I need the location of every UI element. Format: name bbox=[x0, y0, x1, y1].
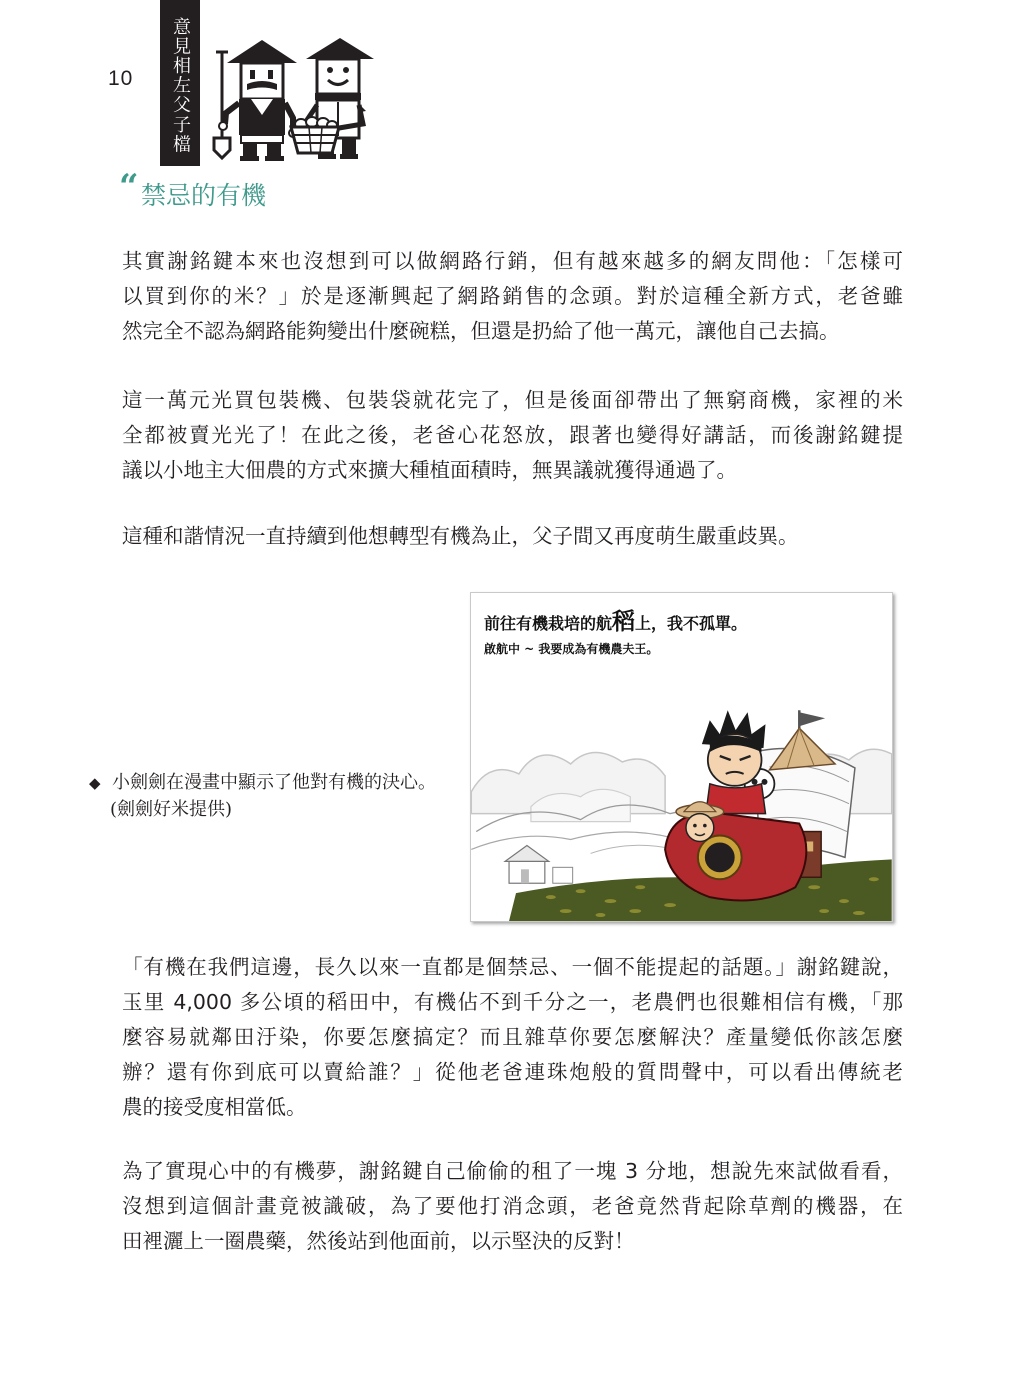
paragraph-5 bbox=[122, 1154, 903, 1259]
figure-caption: 小劍劍在漫畫中顯示了他對有機的決心。 bbox=[112, 772, 436, 793]
text-line: 全都被賣光光了！在此之後，老爸心花怒放，跟著也變得好講話，而後謝銘鍵提 bbox=[122, 423, 903, 447]
text-line: 沒想到這個計畫竟被識破，為了要他打消念頭，老爸竟然背起除草劑的機器，在 bbox=[122, 1194, 903, 1218]
figure-title-start: 前往有機栽培的航 bbox=[484, 614, 613, 633]
text-line: 這一萬元光買包裝機、包裝袋就花完了，但是後面卻帶出了無窮商機，家裡的米 bbox=[122, 388, 903, 412]
paragraph-2 bbox=[122, 383, 903, 488]
son-head bbox=[317, 59, 359, 94]
figure-subtitle: 啟航中 ~ 我要成為有機農夫王。 bbox=[484, 642, 659, 656]
page-number: 10 bbox=[108, 67, 134, 90]
section-heading: 禁忌的有機 bbox=[141, 181, 267, 210]
boy-character bbox=[702, 710, 766, 813]
text-line: 這種和諧情況一直持續到他想轉型有機為止，父子間又再度萌生嚴重歧異。 bbox=[122, 524, 799, 548]
paragraph-3 bbox=[122, 519, 903, 554]
figure-title-emphasis: 稻 bbox=[612, 609, 636, 635]
text-line: 田裡灑上一圈農藥，然後站到他面前，以示堅決的反對！ bbox=[122, 1229, 635, 1253]
ship-flag bbox=[799, 712, 825, 726]
text-line: 然完全不認為網路能夠變出什麼碗糕，但還是扔給了他一萬元，讓他自己去搞。 bbox=[122, 319, 840, 343]
father-figure bbox=[214, 40, 297, 161]
paragraph-1 bbox=[122, 244, 903, 349]
shovel-icon bbox=[214, 52, 230, 158]
mountain-line bbox=[471, 832, 685, 849]
caption-bullet-icon: ◆ bbox=[89, 774, 101, 792]
son-hat bbox=[306, 38, 374, 59]
son-figure bbox=[291, 38, 374, 159]
text-line: 玉里 4,000 多公頃的稻田中，有機佔不到千分之一，老農們也很難相信有機，「那 bbox=[122, 990, 903, 1014]
text-line: 其實謝銘鍵本來也沒想到可以做網路行銷，但有越來越多的網友問他：「怎樣可 bbox=[122, 249, 903, 273]
farmhouse bbox=[505, 845, 573, 883]
egg-basket-icon bbox=[291, 117, 339, 153]
text-line: 麼容易就鄰田汙染，你要怎麼搞定？而且雜草你要怎麼解決？產量變低你該怎麼 bbox=[122, 1025, 903, 1049]
paragraph-4 bbox=[122, 950, 903, 1125]
heading-quote-mark: “ bbox=[119, 167, 139, 207]
figure-title bbox=[484, 609, 747, 637]
mountain-line bbox=[591, 845, 675, 853]
figure-title-end: 上，我不孤單。 bbox=[635, 614, 748, 633]
father-hat bbox=[227, 40, 297, 63]
text-line: 以買到你的米？」於是逐漸興起了網路銷售的念頭。對於這種全新方式，老爸雖 bbox=[122, 284, 903, 308]
chapter-tab bbox=[160, 0, 200, 166]
text-line: 辦？還有你到底可以賣給誰？」從他老爸連珠炮般的質問聲中，可以看出傳統老 bbox=[122, 1060, 903, 1084]
chapter-title: 意見相左父子檔 bbox=[170, 17, 191, 155]
text-line: 為了實現心中的有機夢，謝銘鍵自己偷偷的租了一塊 3 分地，想說先來試做看看， bbox=[122, 1159, 903, 1183]
text-line: 農的接受度相當低。 bbox=[122, 1095, 307, 1119]
text-line: 議以小地主大佃農的方式來擴大種植面積時，無異議就獲得通過了。 bbox=[122, 458, 737, 482]
figure-credit: (劍劍好米提供) bbox=[110, 799, 233, 820]
text-line: 「有機在我們這邊，長久以來一直都是個禁忌、一個不能提起的話題。」謝銘鍵說， bbox=[122, 955, 903, 979]
father-son-farmers-illustration bbox=[205, 38, 375, 163]
manga-figure bbox=[470, 592, 893, 922]
